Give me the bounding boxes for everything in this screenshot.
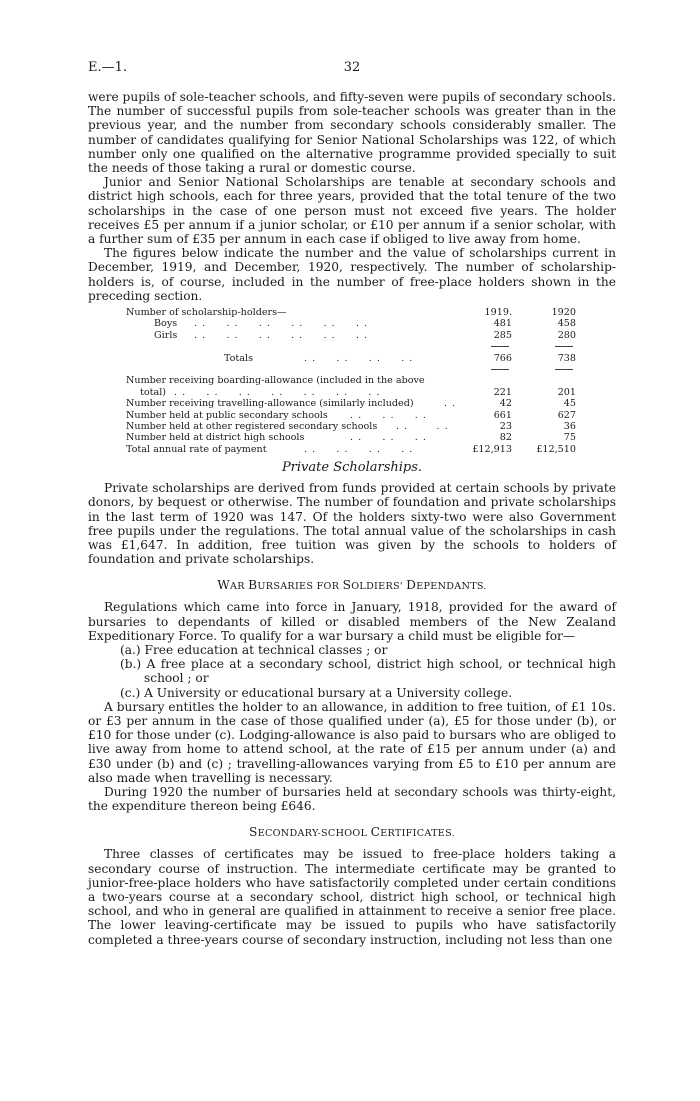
- sum-rule: [555, 369, 573, 370]
- leader-dots: . .: [444, 398, 457, 410]
- value-boys-1920: 458: [557, 318, 576, 330]
- col-header-1920: 1920: [551, 307, 576, 319]
- value-public-1919: 661: [493, 409, 512, 421]
- value-boarding-1920: 201: [557, 386, 576, 398]
- page-header: [88, 60, 616, 90]
- table-row: [126, 410, 576, 421]
- paragraph-private-scholarships: Private scholarships are derived from funds provided at certain schools by private donors, by bequest or otherwise. The number of foundation and private scholarships in the last term of 1920 was 147. Of the holders sixty-two were also Government free pupils under the regulations. The total annual value of the scholarships in cash was £1,647. In addition, free tuition was given by the schools to holders of foundation and private scholarships.: [88, 481, 616, 567]
- table-row: [126, 353, 576, 364]
- leader-dots: . . . . . . . . . . . .: [194, 318, 369, 330]
- page-number: 32: [343, 60, 361, 75]
- table-row: [126, 330, 576, 341]
- row-label-boarding-cont: total): [140, 386, 167, 398]
- heading-private-scholarships: Private Scholarships.: [281, 460, 423, 476]
- table-row: [126, 375, 576, 386]
- sum-rule: [491, 369, 509, 370]
- table-row: [126, 387, 576, 398]
- leader-dots: . . . . . . . . . . . .: [194, 329, 369, 341]
- row-label-registered: Number held at other registered secondary schools: [126, 420, 378, 432]
- table-heading: Number of scholarship-holders—: [126, 307, 287, 319]
- leader-dots: . . . .: [396, 420, 449, 432]
- eligibility-list: [88, 643, 616, 700]
- table-header-row: [126, 307, 576, 318]
- paragraph-sole-teacher: were pupils of sole-teacher schools, and fifty-seven were pupils of secondary schools. The number of successful pupils from sole-teacher schools was greater than in the previous year, and the number from secondary schools considerably smaller. The number of candidates qualifying for Senior National Scholarships was 122, of which number only one qualified on the alternative programme provided specially to suit the needs of those taking a rural or domestic course.: [88, 90, 616, 176]
- value-totals-1919: 766: [493, 352, 512, 364]
- list-item: (c.) A University or educational bursary at a University college.: [120, 685, 513, 700]
- row-label-girls: Girls: [154, 329, 178, 341]
- row-label-district: Number held at district high schools: [126, 432, 305, 444]
- paragraph-certificates: Three classes of certificates may be issued to free-place holders taking a secondary course of instruction. The intermediate certificate may be granted to junior-free-place holders who have satisfactorily completed under certain conditions a two-years course at a secondary school, district high school, or technical high school, and who in general are qualified in attainment to receive a senior free place. The lower leaving-certificate may be issued to pupils who have satisfactorily completed a three-years course of secondary instruction, including not less than one: [88, 847, 616, 947]
- table-row: [126, 398, 576, 409]
- value-annual-1919: £12,913: [472, 443, 512, 455]
- paragraph-figures-intro: The figures below indicate the number and the value of scholarships current in December, 1919, and December, 1920, respectively. The number of scholarship-holders is, of course, included in the number of free-place holders shown in the preceding section.: [88, 246, 616, 303]
- document-reference: E.—1.: [88, 60, 128, 75]
- value-registered-1919: 23: [499, 420, 512, 432]
- document-page: [88, 60, 616, 947]
- scholarship-table: [126, 307, 576, 455]
- value-travel-1919: 42: [499, 398, 512, 410]
- table-row: [126, 432, 576, 443]
- table-rule-row: [126, 341, 576, 352]
- value-travel-1920: 45: [563, 398, 576, 410]
- sum-rule: [555, 346, 573, 347]
- paragraph-bursary-allowance: A bursary entitles the holder to an allowance, in addition to free tuition, of £1 10s. or £3 per annum in the case of those qualified under (a), £5 for those under (b), or £10 for those under (c). Lodging-allowance is also paid to bursars who are obliged to live away from home to attend school, at the rate of £15 per annum under (a) and £30 under (b) and (c) ; travelling-allowances varying from £5 to £10 per annum are also made when travelling is necessary.: [88, 699, 616, 785]
- row-label-travel: Number receiving travelling-allowance (similarly included): [126, 398, 414, 410]
- table-row: [126, 421, 576, 432]
- list-item: (b.) A free place at a secondary school, district high school, or technical high school ; or: [120, 657, 616, 686]
- paragraph-national-scholarships: Junior and Senior National Scholarships are tenable at secondary schools and district high schools, each for three years, provided that the total tenure of the two scholarships in the case of one person must not exceed five years. The holder receives £5 per annum if a junior scholar, or £10 per annum if a senior scholar, with a further sum of £35 per annum in each case if obliged to live away from home.: [88, 175, 616, 247]
- value-registered-1920: 36: [563, 420, 576, 432]
- paragraph-bursaries-1920: During 1920 the number of bursaries held at secondary schools was thirty-eight, the expenditure thereon being £646.: [88, 784, 616, 814]
- table-row: [126, 318, 576, 329]
- value-public-1920: 627: [557, 409, 576, 421]
- row-label-boarding: Number receiving boarding-allowance (included in the above: [126, 375, 425, 387]
- value-boarding-1919: 221: [493, 386, 512, 398]
- row-label-public: Number held at public secondary schools: [126, 409, 328, 421]
- leader-dots: . . . . . . . .: [304, 443, 414, 455]
- value-district-1920: 75: [563, 432, 576, 444]
- row-label-totals: Totals: [224, 352, 253, 364]
- leader-dots: . . . . . . . .: [304, 352, 414, 364]
- paragraph-war-bursaries-intro: Regulations which came into force in January, 1918, provided for the award of bursaries to dependants of killed or disabled members of the New Zealand Expeditionary Force. To qualify for a war bursary a child must be eligible for—: [88, 600, 616, 643]
- heading-war-bursaries: WAR BURSARIES FOR SOLDIERS' DEPENDANTS.: [217, 578, 487, 593]
- list-item: (a.) Free education at technical classes ; or: [120, 642, 388, 657]
- leader-dots: . . . . . . . . . . . . . .: [174, 386, 381, 398]
- leader-dots: . . . . . .: [350, 409, 427, 421]
- value-girls-1920: 280: [557, 329, 576, 341]
- row-label-annual: Total annual rate of payment: [126, 443, 267, 455]
- row-label-boys: Boys: [154, 318, 178, 330]
- table-row: [126, 444, 576, 455]
- value-annual-1920: £12,510: [536, 443, 576, 455]
- leader-dots: . . . . . .: [350, 432, 427, 444]
- sum-rule: [491, 346, 509, 347]
- table-rule-row: [126, 364, 576, 375]
- value-totals-1920: 738: [557, 352, 576, 364]
- col-header-1919: 1919.: [484, 307, 512, 319]
- value-boys-1919: 481: [493, 318, 512, 330]
- value-girls-1919: 285: [493, 329, 512, 341]
- value-district-1919: 82: [499, 432, 512, 444]
- heading-secondary-school-certificates: SECONDARY-SCHOOL CERTIFICATES.: [249, 825, 455, 840]
